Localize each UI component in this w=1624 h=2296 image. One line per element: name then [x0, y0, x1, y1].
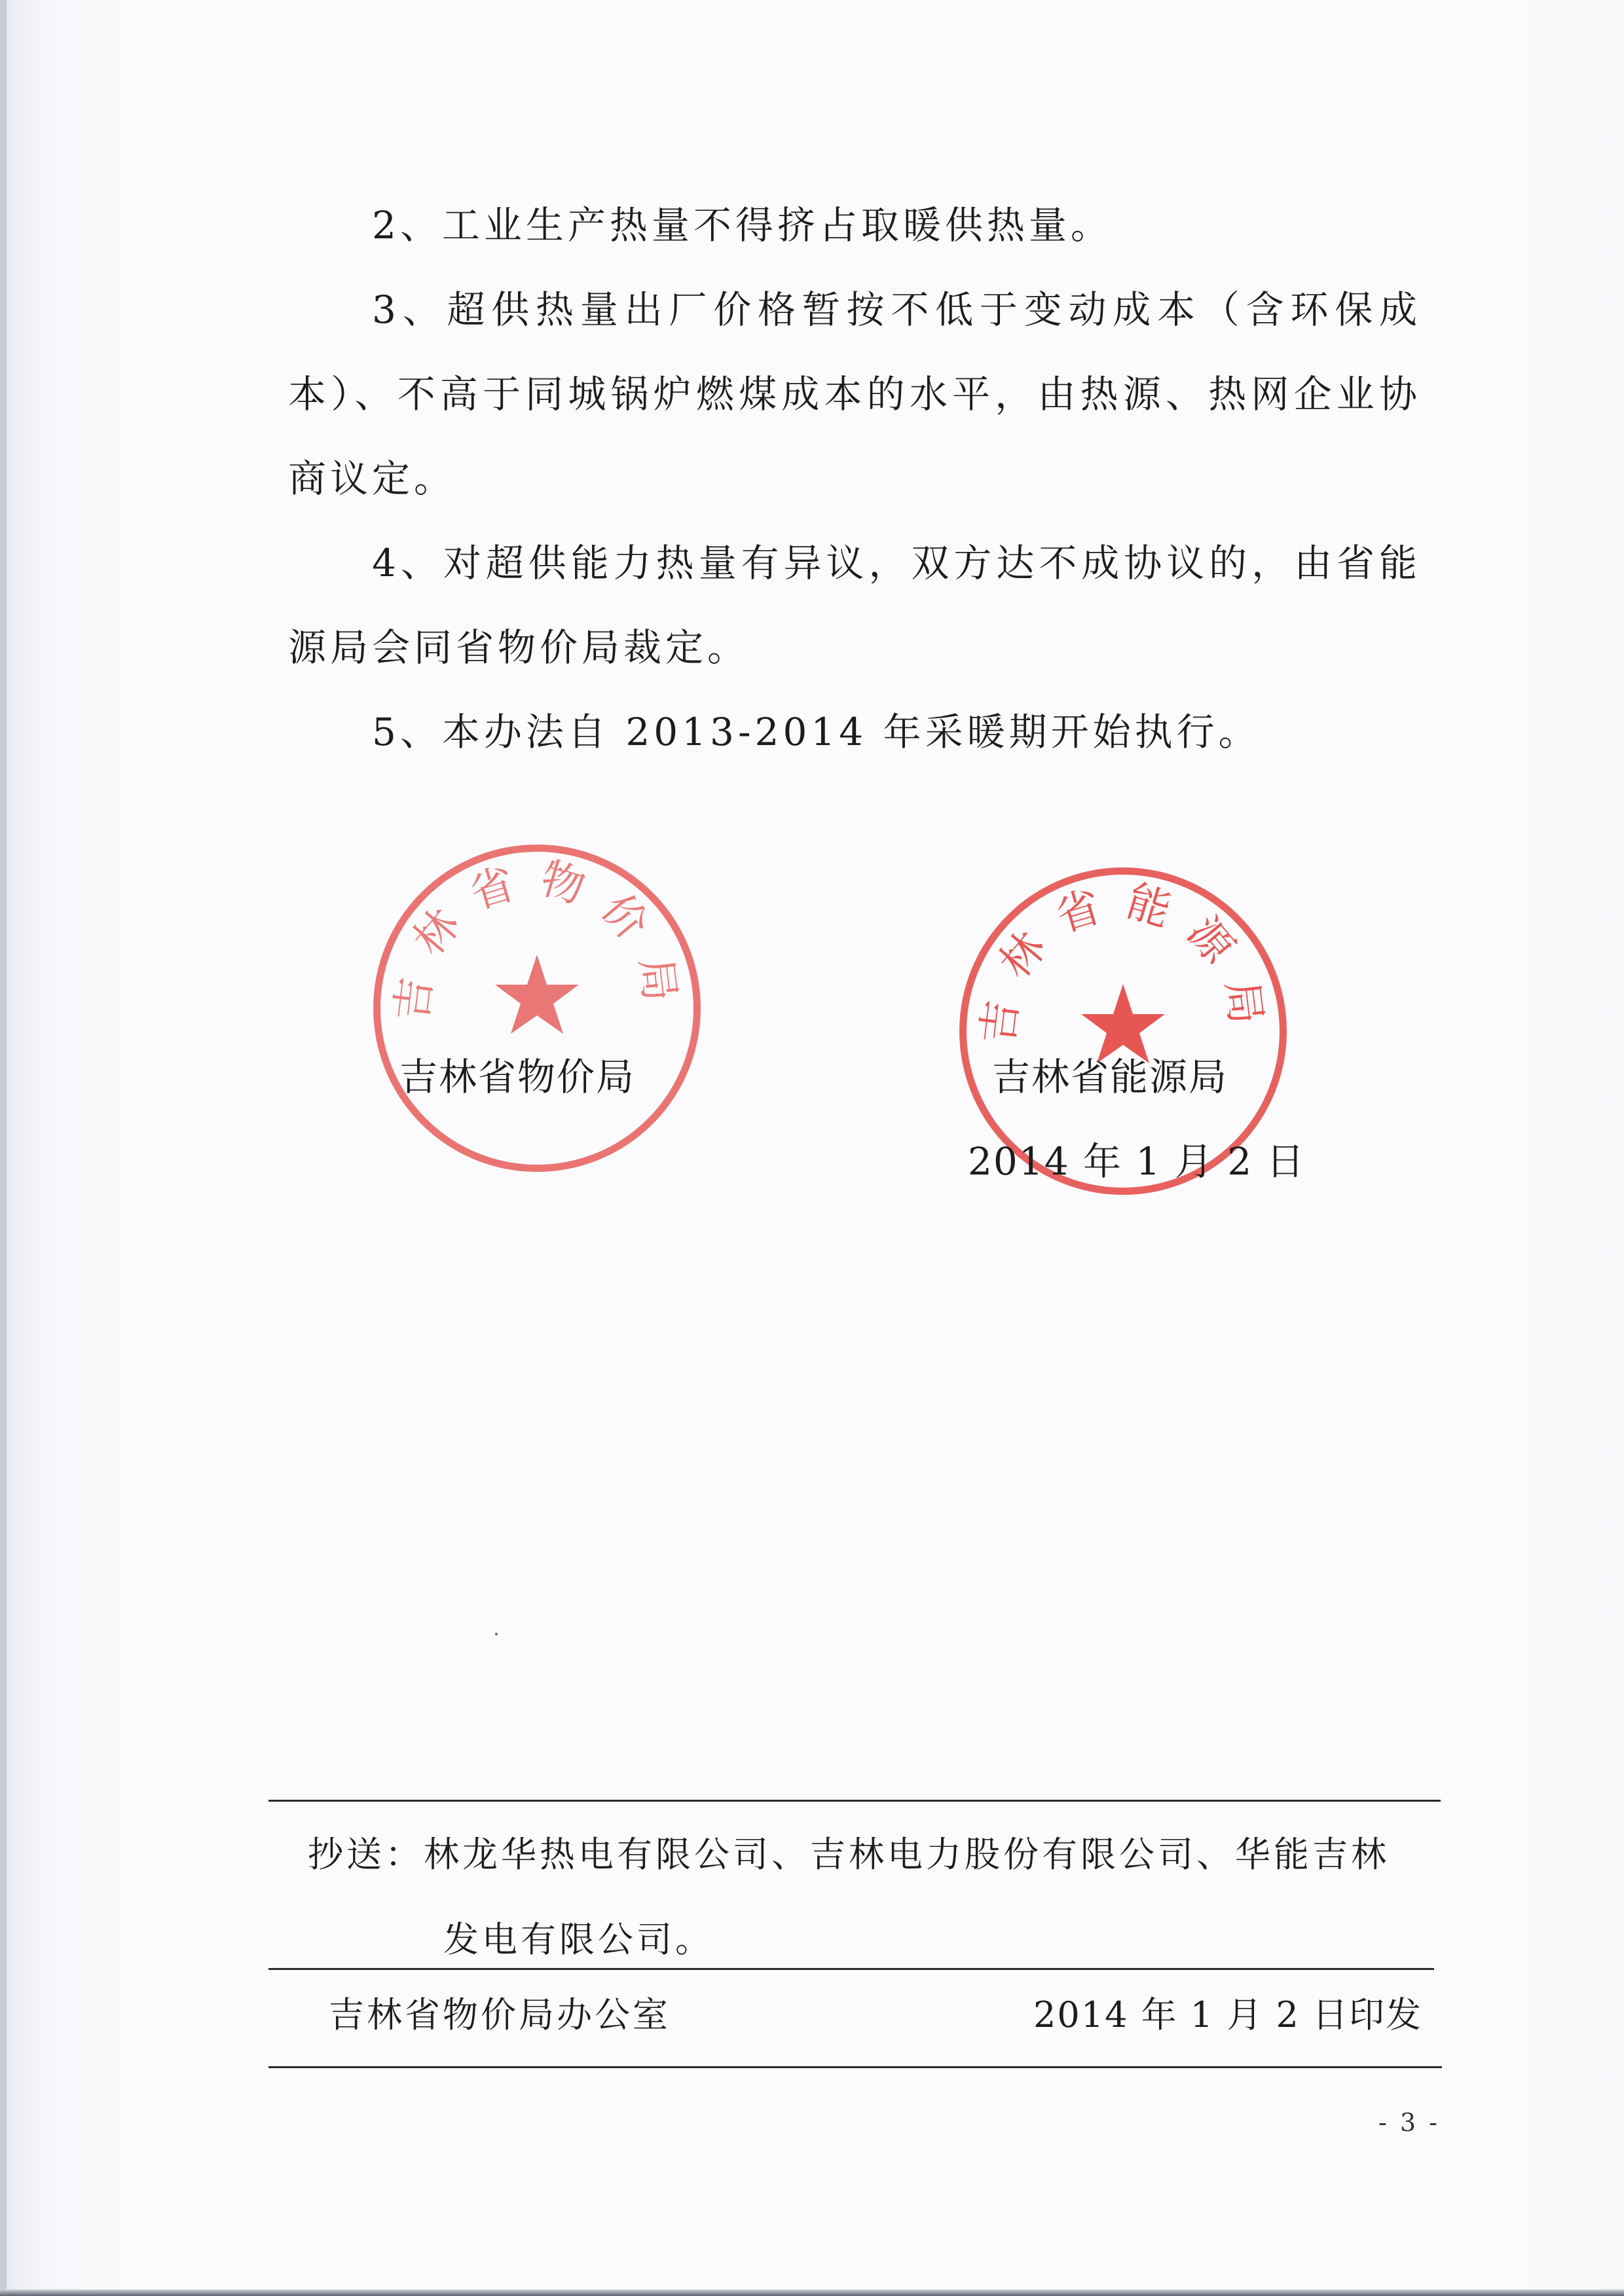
svg-text:吉林省物价局: 吉林省物价局	[386, 852, 688, 1024]
body-text	[288, 183, 1421, 774]
signature-price-bureau: 吉林省物价局	[399, 1055, 636, 1099]
cc-block	[308, 1812, 1428, 1982]
svg-text:吉林省能源局: 吉林省能源局	[972, 875, 1274, 1047]
issue-date: 2014 年 1 月 2 日印发	[1033, 1994, 1422, 2035]
scan-speck	[495, 1633, 498, 1635]
cc-line-1	[308, 1812, 1428, 1897]
cc-recipients-1: 林龙华热电有限公司、吉林电力股份有限公司、华能吉林	[424, 1834, 1390, 1875]
paragraph-5: 5、本办法自 2013-2014 年采暖期开始执行。	[372, 710, 1261, 754]
scan-edge-bottom	[0, 2289, 1624, 2296]
footer-rule-bottom	[268, 2066, 1442, 2068]
paragraph-2: 2、工业生产热量不得挤占取暖供热量。	[372, 203, 1113, 247]
page-number: - 3 -	[1378, 2108, 1441, 2137]
footer-rule-top	[268, 1800, 1441, 1802]
footer-rule-middle	[268, 1968, 1434, 1970]
signature-energy-bureau: 吉林省能源局	[992, 1055, 1228, 1099]
scan-edge-left	[0, 0, 7, 2296]
paragraph-3: 3、超供热量出厂价格暂按不低于变动成本（含环保成本）、不高于同城锅炉燃煤成本的水平，由热源、热网企业协商议定。	[288, 287, 1421, 501]
signature-date: 2014 年 1 月 2 日	[968, 1139, 1306, 1184]
price-bureau-seal	[373, 845, 701, 1172]
paragraph-4: 4、对超供能力热量有异议，双方达不成协议的，由省能源局会同省物价局裁定。	[288, 541, 1421, 670]
issuing-office: 吉林省物价局办公室	[329, 1994, 671, 2035]
cc-recipients-2: 发电有限公司。	[443, 1919, 714, 1960]
cc-label: 抄送：	[308, 1834, 424, 1875]
price-bureau-seal-graphic	[373, 845, 701, 1172]
